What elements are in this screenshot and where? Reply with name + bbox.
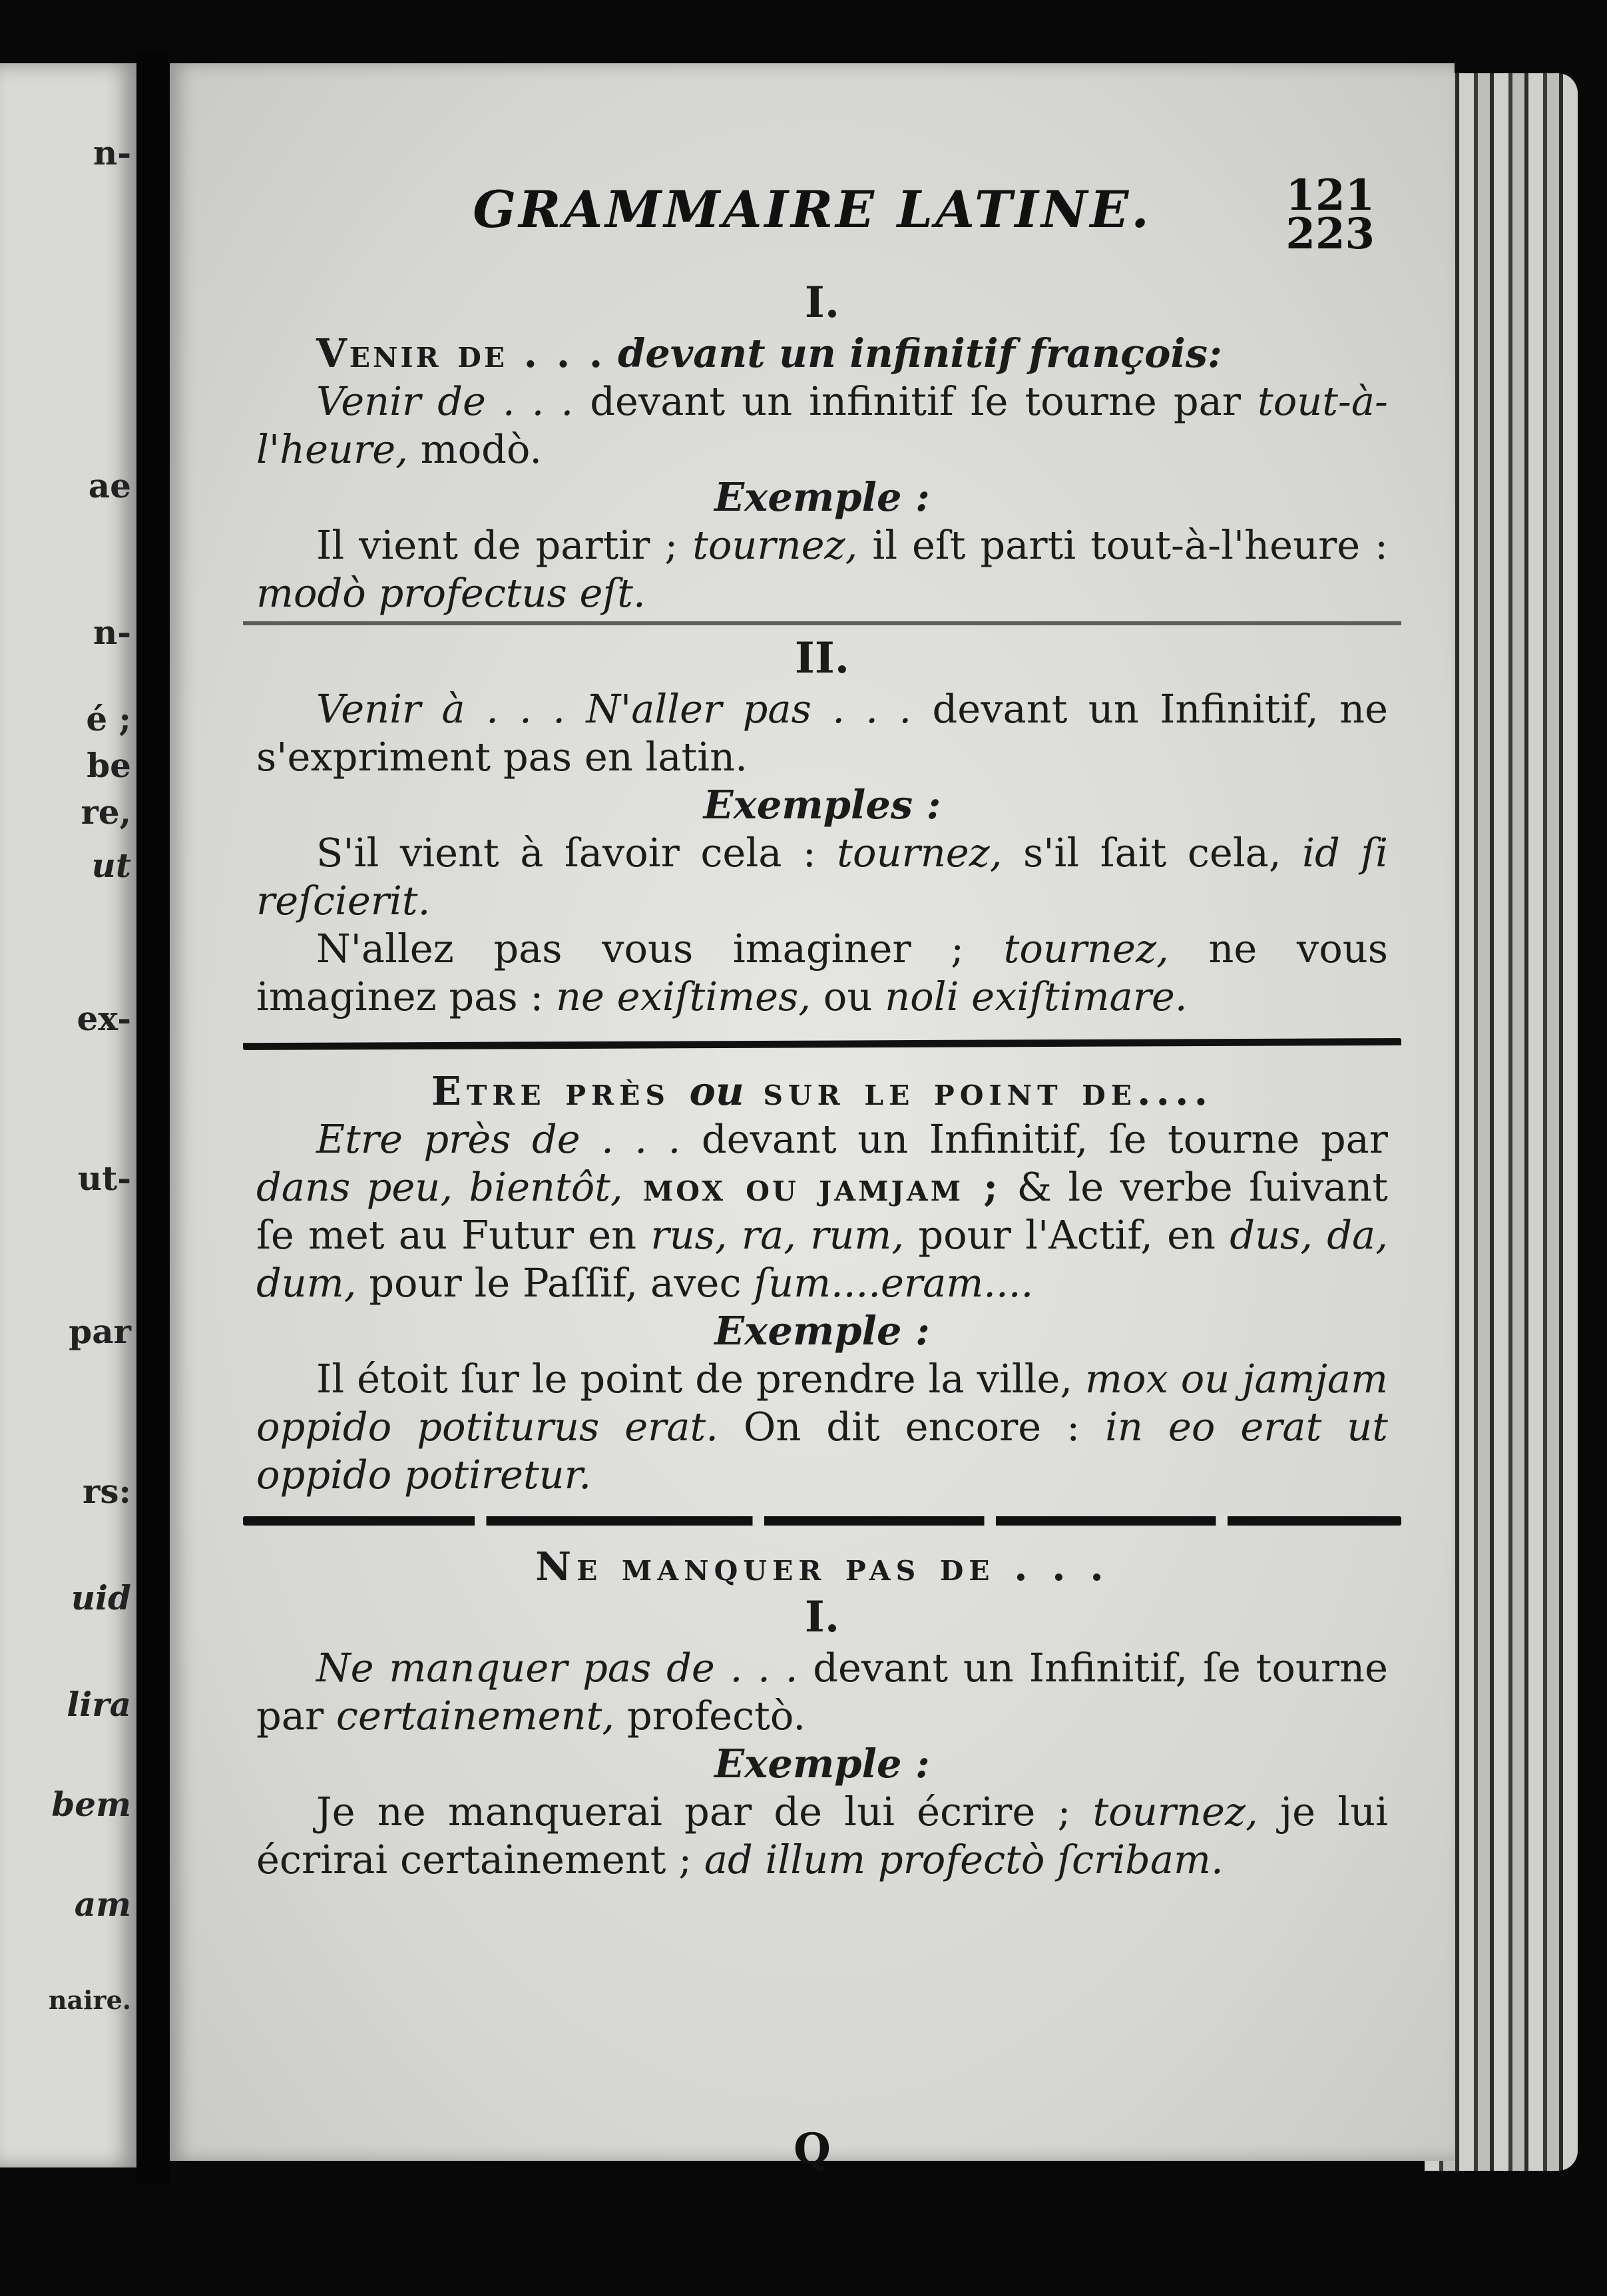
left-fragment: re, [81, 792, 131, 832]
left-fragment: rs: [83, 1472, 131, 1511]
example-label: Exemple : [714, 1308, 930, 1354]
left-fragment: uid [71, 1578, 131, 1617]
left-fragment: bem [51, 1785, 131, 1824]
example-label: Exemple : [714, 474, 930, 520]
page-body [256, 276, 1388, 1884]
left-fragment: ut- [77, 1159, 131, 1198]
section-heading: Ne manquer pas de . . . [535, 1544, 1109, 1589]
section-rule [243, 1516, 1401, 1526]
rule-paragraph: Venir de . . . devant un infinitif ſe tourne par tout-à-l'heure, modò. [256, 378, 1388, 472]
example-paragraph: S'il vient à ſavoir cela : tournez, s'il ſait cela, id ſi reſcierit. [256, 830, 1388, 924]
left-fragment: ae [88, 466, 131, 505]
example-paragraph: Je ne manquerai par de lui écrire ; tournez, je lui écrirai certainement ; ad illum profectò ſcribam. [256, 1789, 1388, 1882]
rule-paragraph: Ne manquer pas de . . . devant un Infinitif, ſe tourne par certainement, profectò. [256, 1645, 1388, 1739]
left-fragment: n- [93, 613, 131, 652]
right-page [170, 63, 1455, 2174]
running-title: GRAMMAIRE LATINE. [473, 180, 1152, 239]
section-numeral: I. [804, 1592, 840, 1642]
section-numeral: II. [794, 633, 850, 683]
left-fragment: ex- [77, 999, 131, 1038]
example-label: Exemples : [703, 782, 941, 828]
rule-paragraph: Venir à . . . N'aller pas . . . devant un Infinitif, ne s'expriment pas en latin. [256, 686, 1388, 780]
left-fragment: par [69, 1312, 131, 1351]
left-facing-page [0, 63, 136, 2167]
section-heading: Etre près ou sur le point de.... [431, 1068, 1214, 1114]
left-fragment: é ; [86, 699, 131, 738]
example-paragraph: N'allez pas vous imaginer ; tournez, ne vous imaginez pas : ne exiſtimes, ou noli exiſtimare. [256, 926, 1388, 1019]
divider [243, 621, 1401, 625]
left-fragment: naire. [48, 1985, 131, 2015]
example-paragraph: Il vient de partir ; tournez, il eſt parti tout-à-l'heure : modò profectus eſt. [256, 522, 1389, 616]
page-header [170, 180, 1455, 239]
section-numeral: I. [804, 278, 840, 328]
left-fragment: ut [91, 846, 131, 885]
book-gutter [136, 53, 170, 2184]
left-fragment: lira [67, 1685, 131, 1724]
section-rule [243, 1038, 1401, 1050]
page-number [1285, 170, 1375, 259]
page-number-bottom: 223 [1285, 208, 1375, 259]
signature-mark: Q [794, 2124, 831, 2174]
example-paragraph: Il étoit ſur le point de prendre la ville, mox ou jamjam oppido potiturus erat. On dit encore : in eo erat ut oppido potiretur. [256, 1356, 1389, 1498]
left-fragment: n- [93, 133, 131, 172]
rule-paragraph: Etre près de . . . devant un Infinitif, ſe tourne par dans peu, bientôt, mox ou jamjam ; & le verbe ſuivant ſe met au Futur en rus, ra, rum, pour l'Actif, en dus, da, dum, pour le Paſſif, avec ſum....eram.... [256, 1116, 1388, 1306]
page-number-top: 121 [1285, 170, 1375, 220]
section-title: Venir de . . . devant un infinitif françois: [316, 330, 1222, 376]
left-fragment: be [87, 746, 131, 785]
example-label: Exemple : [714, 1741, 930, 1787]
left-fragment: am [74, 1884, 131, 1924]
